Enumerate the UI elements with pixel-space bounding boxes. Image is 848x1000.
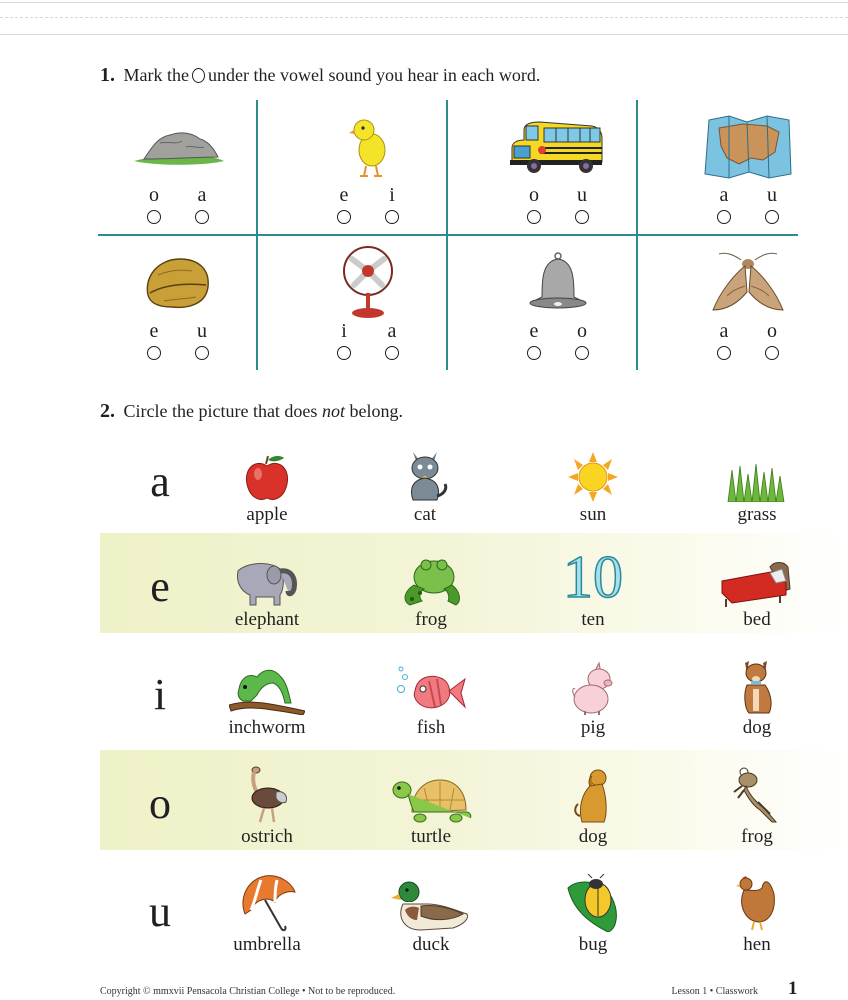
picture-item[interactable] [692,655,822,739]
grid-cell [478,236,638,370]
section2-number: 2. [100,400,115,422]
grass-icon [726,462,788,502]
picture-item[interactable] [366,764,496,848]
map-icon [703,114,793,180]
grid-cell [288,236,448,370]
picture-label: bed [743,609,771,630]
answer-bubble[interactable] [765,210,779,224]
vowel-option: a [197,184,207,206]
ruled-line-top [0,2,848,3]
inchworm-icon [229,665,305,715]
picture-item[interactable] [366,547,496,631]
picture-label: pig [580,717,606,738]
answer-bubble[interactable] [337,346,351,360]
picture-item[interactable] [202,764,332,848]
vowel-option: e [149,320,159,342]
vowel-option: o [577,320,587,342]
picture-label: grass [737,504,777,525]
rock-icon [130,127,226,167]
sun-icon [564,452,622,502]
duck-icon [391,880,471,932]
picture-label: turtle [410,826,452,847]
answer-bubble[interactable] [385,210,399,224]
ruled-line-dashed [0,17,848,18]
grid-cell [98,100,258,234]
section2-instruction [100,400,403,423]
grid-cell [478,100,638,234]
bus-icon [510,118,606,176]
vowel-option: a [719,184,729,206]
section1-text-before: Mark the [123,65,189,85]
answer-bubble[interactable] [717,210,731,224]
picture-label: frog [741,826,773,847]
picture-label: sun [579,504,607,525]
vowel-option: o [529,184,539,206]
row-vowel: i [153,670,167,719]
lesson-label: Lesson 1 • Classwork [671,986,758,997]
picture-label: umbrella [233,934,301,955]
answer-bubble[interactable] [337,210,351,224]
picture-item[interactable] [528,442,658,526]
grid-cell [288,100,448,234]
moth-icon [711,250,785,316]
pig-icon [571,661,615,715]
vowel-sound-grid [98,100,798,370]
elephant-icon [234,561,300,607]
picture-item[interactable] [528,655,658,739]
ruled-line-bottom [0,34,848,35]
answer-bubble[interactable] [575,346,589,360]
frog-icon [732,766,782,824]
picture-item[interactable] [692,764,822,848]
grid-cell [98,236,258,370]
answer-bubble[interactable] [527,346,541,360]
picture-label: dog [578,826,608,847]
fan-icon [340,245,396,321]
answer-bubble[interactable] [147,346,161,360]
picture-item[interactable] [202,442,332,526]
picture-label: frog [415,609,447,630]
vowel-option: e [339,184,349,206]
section1-text-after: under the vowel sound you hear in each word. [207,65,541,85]
vowel-option: u [767,184,777,206]
chick-icon [348,114,388,180]
vowel-option: o [767,320,777,342]
picture-item[interactable] [202,547,332,631]
dog-icon [737,659,777,715]
vowel-row-e [100,533,848,633]
picture-item[interactable] [360,442,490,526]
row-vowel: o [149,779,171,828]
section2-text-before: Circle the picture that does [123,401,318,421]
picture-label: hen [743,934,771,955]
picture-label: inchworm [228,717,306,738]
grid-cell [668,100,828,234]
picture-label: apple [246,504,288,525]
ostrich-icon [244,766,290,824]
vowel-option: a [387,320,397,342]
section2-text-emphasis: not [321,401,345,421]
picture-item[interactable] [692,547,822,631]
picture-item[interactable] [528,541,658,631]
ten-icon: 10 [563,544,623,610]
picture-label: elephant [234,609,300,630]
cat-icon [401,448,449,502]
fish-icon [395,665,467,715]
vowel-option: e [529,320,539,342]
nut-icon [144,255,212,311]
picture-item[interactable] [528,872,658,956]
dog-icon [574,768,612,824]
picture-item[interactable] [366,872,496,956]
picture-label: cat [413,504,437,525]
section2-text-after: belong. [349,401,403,421]
picture-label: ten [581,609,605,630]
vowel-row-o [100,750,848,850]
bug-icon [566,874,620,932]
answer-bubble[interactable] [147,210,161,224]
picture-label: bug [578,934,608,955]
apple-icon [244,454,290,502]
picture-item[interactable] [528,764,658,848]
picture-item[interactable] [202,872,332,956]
vowel-row-a [100,440,848,540]
vowel-row-i [100,643,848,743]
picture-item[interactable] [692,442,822,526]
picture-label: ostrich [241,826,293,847]
vowel-option: u [197,320,207,342]
answer-bubble-icon [192,68,205,83]
copyright-text: Copyright © mmxvii Pensacola Christian College • Not to be reproduced. [100,986,396,997]
bell-icon [526,251,590,315]
picture-item[interactable] [366,655,496,739]
vowel-option: o [149,184,159,206]
answer-bubble[interactable] [195,346,209,360]
bed-icon [720,561,794,607]
section1-number: 1. [100,64,115,86]
turtle-icon [390,776,472,824]
answer-bubble[interactable] [385,346,399,360]
answer-bubble[interactable] [527,210,541,224]
picture-item[interactable] [692,872,822,956]
umbrella-icon [237,874,297,932]
answer-bubble[interactable] [717,346,731,360]
picture-label: duck [412,934,450,955]
picture-label: dog [742,717,772,738]
hen-icon [736,874,778,932]
page-number: 1 [788,978,798,999]
vowel-option: i [341,320,347,342]
row-vowel: a [150,457,170,506]
section1-instruction [100,64,540,87]
vowel-option: i [389,184,395,206]
answer-bubble[interactable] [195,210,209,224]
grid-cell [668,236,828,370]
vowel-option: u [577,184,587,206]
vowel-option: a [719,320,729,342]
answer-bubble[interactable] [765,346,779,360]
picture-item[interactable] [202,655,332,739]
answer-bubble[interactable] [575,210,589,224]
row-vowel: e [150,562,170,611]
row-vowel: u [149,887,171,936]
vowel-row-u [100,858,848,958]
frog-icon [400,557,462,607]
picture-label: fish [416,717,446,738]
